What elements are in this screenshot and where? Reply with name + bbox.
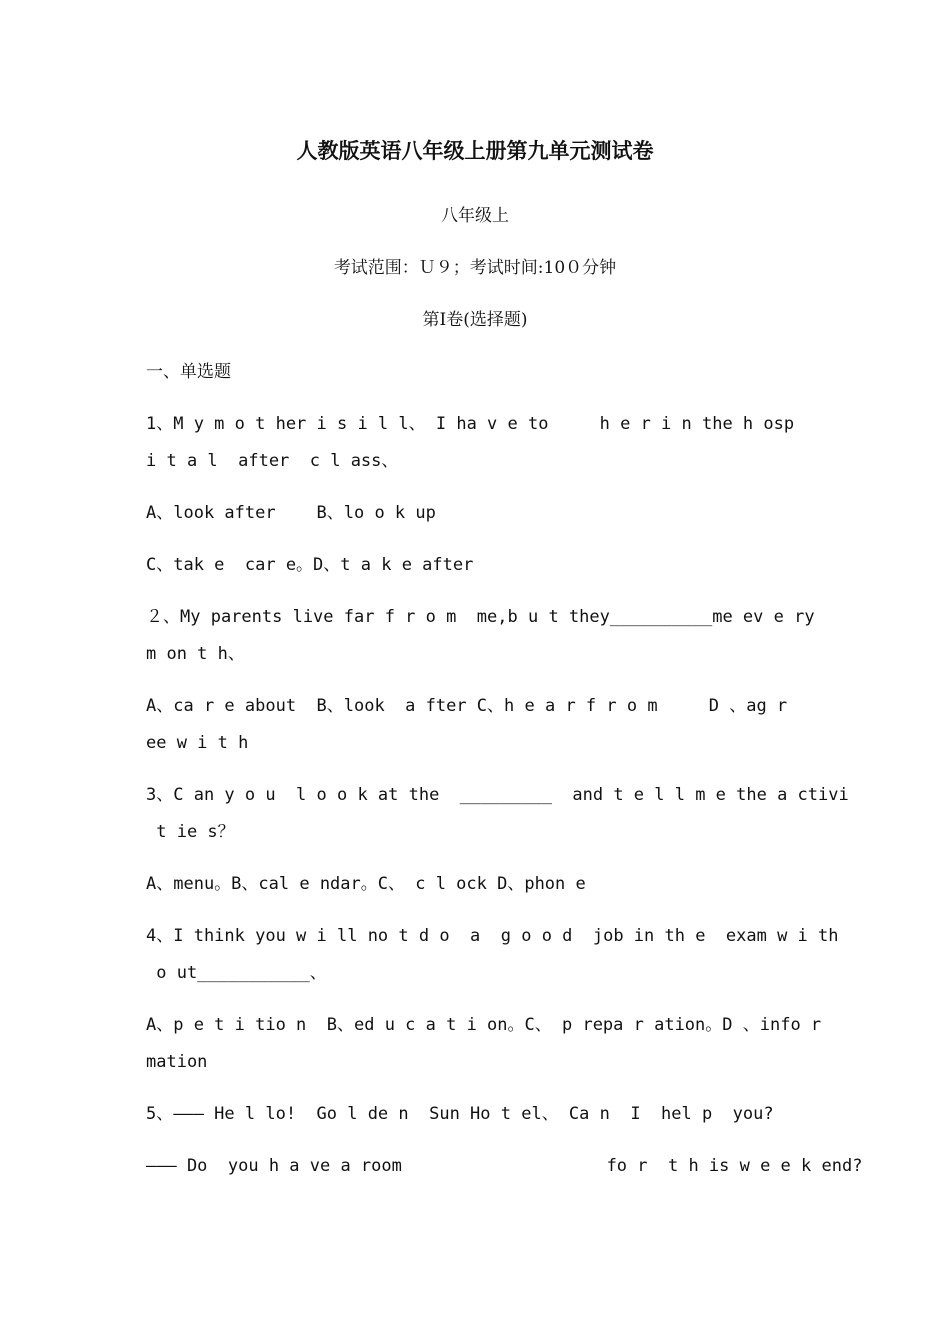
question-2-stem-line-2: m on t h、	[146, 644, 245, 664]
question-3-options-line-1: A、menu。B、cal e ndar。C、 c l ock D、phon e	[146, 874, 586, 894]
question-4-options-line-2: mation	[146, 1052, 208, 1072]
question-1-stem-line-1: 1、M y m o t her i s i l l、 I ha v e to h e r i n the h osp	[146, 414, 795, 434]
question-1-options-line-2: C、tak e car e。D、t a k e after	[146, 555, 474, 575]
question-4-stem-line-1: 4、I think you w i ll no t d o a g o o d job in th e exam w i th	[146, 926, 839, 946]
question-2-stem-line-1: ２、My parents live far f r o m me,b u t they__________me ev e ry	[146, 607, 815, 627]
question-4-options-line-1: A、p e t i tio n B、ed u c a t i on。C、 p repa r ation。D 、info r	[146, 1015, 822, 1035]
question-1-options-line-1: A、look after B、lo o k up	[146, 503, 436, 523]
question-3-stem-line-2: t ie s？	[146, 822, 235, 842]
document-title: 人教版英语八年级上册第九单元测试卷	[296, 139, 654, 163]
question-5-stem-line-1: 5、——— He l lo! Go l de n Sun Ho t el、 Ca n I hel p you?	[146, 1104, 774, 1124]
grade-label: 八年级上	[441, 206, 509, 226]
question-5-stem-line-2: ——— Do you h a ve a room fo r t h is w e e k end?	[146, 1156, 863, 1176]
question-2-options-line-2: ee w i t h	[146, 733, 249, 753]
volume-label: 第Ⅰ卷(选择题)	[422, 310, 528, 330]
question-2-options-line-1: A、ca r e about B、look a fter C、h e a r f r o m D 、ag r	[146, 696, 788, 716]
question-3-stem-line-1: 3、C an y o u l o o k at the _________ and t e l l m e the a ctivi	[146, 785, 849, 805]
exam-scope: 考试范围：Ｕ９；考试时间:10０分钟	[333, 258, 617, 278]
question-4-stem-line-2: o ut___________、	[146, 963, 327, 983]
section-heading: 一、单选题	[146, 362, 231, 382]
question-1-stem-line-2: i t a l after c l ass、	[146, 451, 399, 471]
